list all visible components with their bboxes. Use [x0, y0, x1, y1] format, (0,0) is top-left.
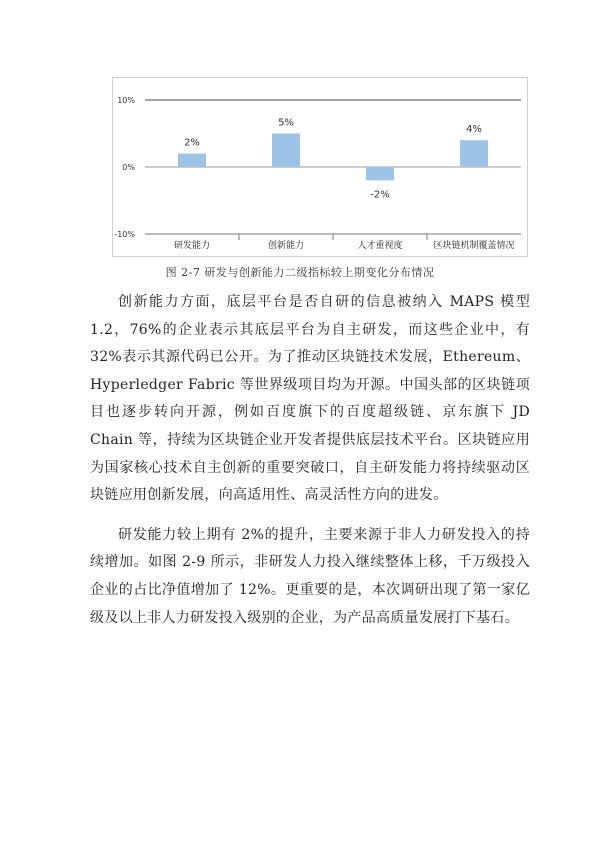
bar — [178, 154, 206, 167]
category-label: 研发能力 — [173, 241, 211, 251]
data-label: -2% — [370, 189, 390, 201]
y-tick-label: 0% — [122, 163, 135, 172]
bar — [272, 134, 300, 168]
bar — [366, 167, 394, 180]
paragraph-innovation: 创新能力方面，底层平台是否自研的信息被纳入 MAPS 模型 1.2，76%的企业表示其底层平台为自主研发，而这些企业中，有 32%表示其源代码已公开。为了推动区块链技术发展，Ethereum、Hyperledger Fabric 等世界级项目均为开源。中国头部的区块链项目也逐步转向开源，例如百度旗下的百度超级链、京东旗下 JD Chain 等，持续为区块链企业开发者提供底层技术平台。区块链应用为国家核心技术自主创新的重要突破口，自主研发能力将持续驱动区块链应用创新发展，向高适用性、高灵活性方向的进发。 — [90, 294, 530, 504]
y-tick-label: -10% — [114, 230, 135, 239]
y-tick-label: 10% — [117, 96, 135, 105]
data-label: 4% — [466, 124, 482, 136]
category-label: 区块链机制覆盖情况 — [433, 241, 515, 251]
body-text — [90, 289, 530, 644]
data-label: 2% — [184, 137, 200, 149]
bar-chart — [112, 77, 528, 257]
data-label: 5% — [278, 117, 294, 129]
paragraph-rd: 研发能力较上期有 2%的提升，主要来源于非人力研发投入的持续增加。如图 2-9 所示，非研发人力投入继续整体上移，千万级投入企业的占比净值增加了 12%。更重要的是，本次调研出现了第一家亿级及以上非人力研发投入级别的企业，为产品高质量发展打下基石。 — [90, 526, 530, 626]
bar — [460, 140, 488, 167]
chart-svg — [113, 78, 527, 256]
figure-caption: 图 2-7 研发与创新能力二级指标较上期变化分布情况 — [165, 266, 435, 279]
category-label: 人才重视度 — [357, 241, 403, 251]
category-label: 创新能力 — [267, 241, 305, 251]
